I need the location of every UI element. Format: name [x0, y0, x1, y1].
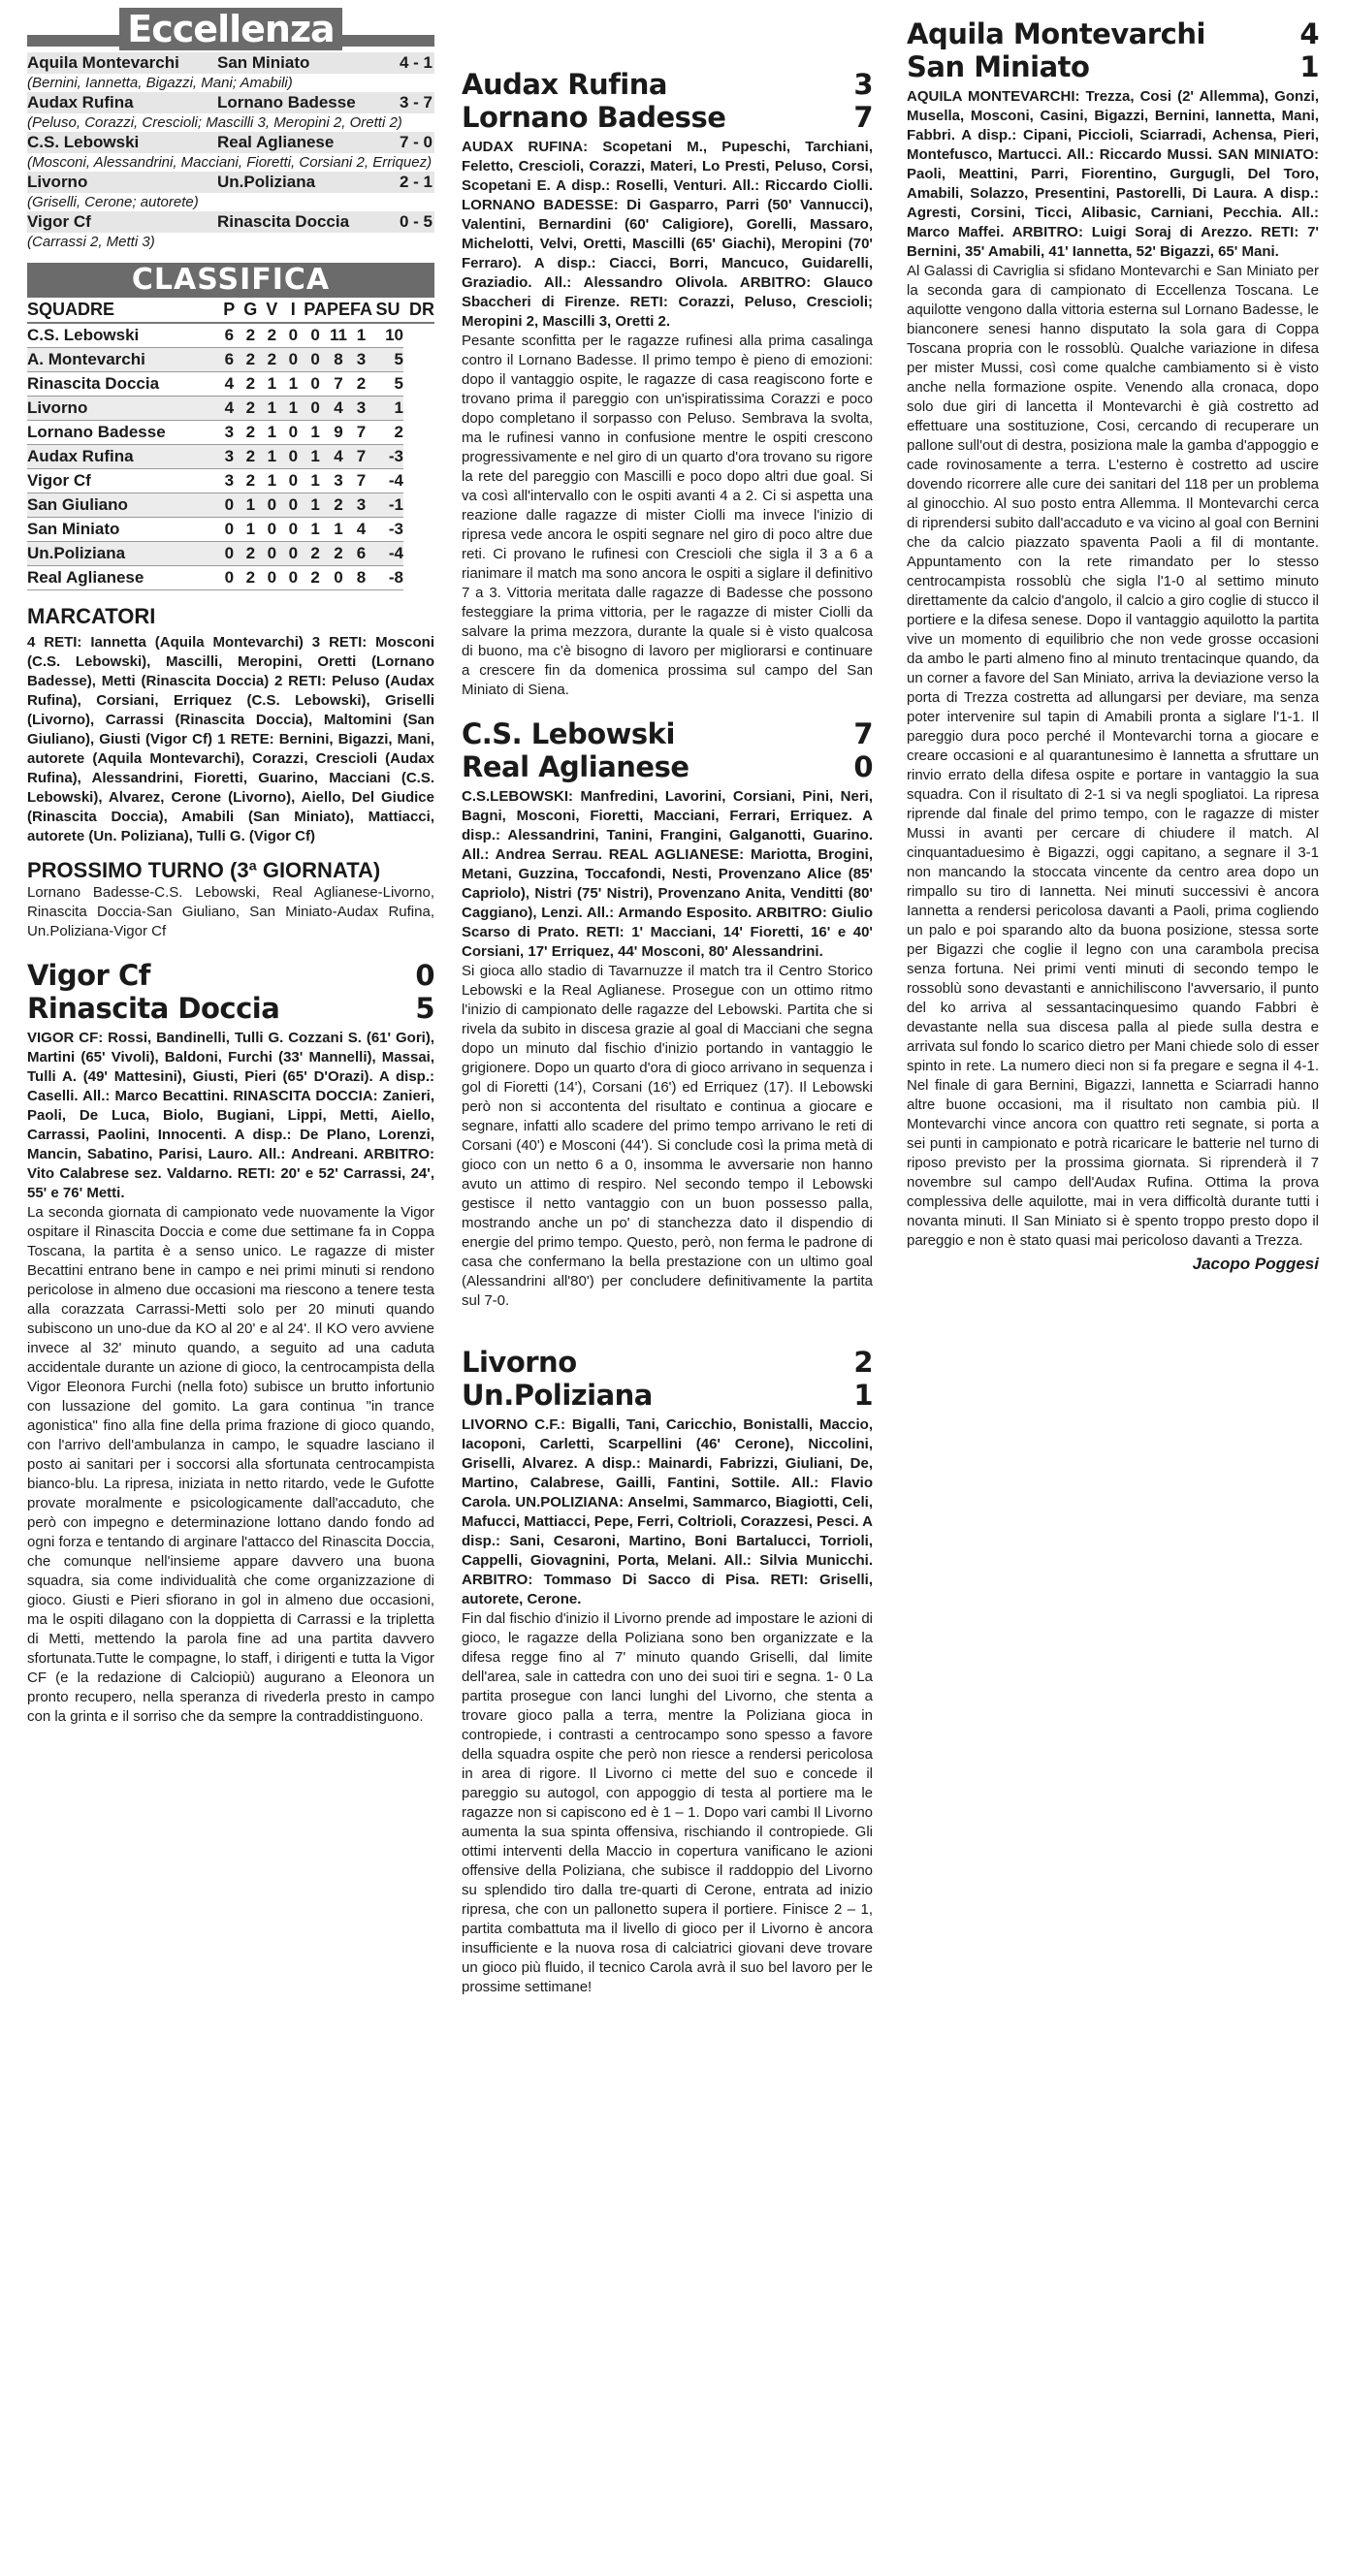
- stat-cell: -1: [372, 493, 403, 518]
- classifica-body: [27, 323, 434, 590]
- stat-cell: 0: [261, 566, 282, 590]
- stat-cell: 0: [304, 397, 327, 421]
- away-score: 7: [853, 101, 873, 134]
- match-aquila: [907, 17, 1319, 1274]
- match-away-row: [27, 992, 434, 1025]
- stat-cell: 9: [327, 421, 350, 445]
- stat-cell: 3: [218, 469, 240, 493]
- result-away: San Miniato: [217, 53, 310, 72]
- away-score: 1: [1299, 50, 1319, 83]
- result-row: [27, 132, 434, 153]
- stat-cell: 7: [350, 469, 372, 493]
- stat-cell: 2: [240, 348, 261, 372]
- marcatori-text: 4 RETI: Iannetta (Aquila Montevarchi) 3 RETI: Mosconi (C.S. Lebowski), Mascilli, Meropini, Oretti (Lornano Badesse), Metti (Rinascita Doccia) 2 RETI: Peluso (Audax Rufina), Corsiani, Erriquez (C.S. Lebowski), Griselli (Livorno), Carrassi (Rinascita Doccia), Maltomini (San Giuliano), Giusti (Vigor Cf) 1 RETE: Bernini, Bigazzi, Mani, autorete (Aquila Montevarchi), Corazzi, Crescioli (Audax Rufina), Alessandrini, Fioretti, Guarino, Macciani (C.S. Lebowski), Alvarez, Cerone (Livorno), Aiello, Del Giudice (Rinascita Doccia), Amabili (San Miniato), Mattiacci, autorete (Un. Poliziana), Tulli G. (Vigor Cf): [27, 634, 434, 844]
- article-body: Al Galassi di Cavriglia si sfidano Montevarchi e San Miniato per la seconda gara di campionato di Eccellenza Toscana. Le aquilotte vengono dalla vittoria esterna sul Lornano Badesse, le bianconere senesi hanno disputato la sola gara di Coppa Toscana propria con le rossoblù. Qualche variazione in difesa per mister Mussi, così come qualche cambiamento si è visto anche nella formazione ospite. Venendo alla cronaca, dopo solo due giri di lancetta il Montevarchi è già costretto ad effettuare una sostituzione, Cosi, cercando di recuperare un pallone sull'out di destra, posiziona male la gamba d'appoggio e cade rovinosamente a terra. L'esterno è costretto ad uscire dovendo ricorrere alle cure dei sanitari del 118 per un problema al ginocchio. Al suo posto entra Allemma. Il Montevarchi cerca di riprendersi subito dall'accaduto e va vicino al goal con Bernini che da calcio piazzato spaventa Paoli a fil di montante. Appuntamento con la rete rimandato per lo stesso centrocampista rossoblù che sigla l'1-0 al settimo minuto direttamente da calcio d'angolo, il calcio a giro coglie di stucco il portiere e la difesa senese. Dopo il vantaggio aquilotto la partita vive un momento di equilibrio che non vede grosse occasioni da ambo le parti almeno fino al minuto trentacinque quando, da un corner a favore del San Miniato, arriva la deviazione verso la porta di Trezza costretta ad allungarsi per deviare, ma senza poter intervenire sul tapin di Amabili pronta a siglare l'1-1. Il pareggio dura poco perché il Montevarchi torna a giocare e creare occasioni e al quarantunesimo è Iannetta a sfruttare un rinvio errato della difesa ospite e portare in vantaggio la sua squadra. Con il risultato di 2-1 si va negli spogliatoi. La ripresa riprende dal finale del primo tempo, con le ragazze di mister Mussi in avanti per cercare di chiudere il match. Al cinquantaduesimo è Bigazzi, oggi capitano, a segnare il 3-1 non mancando la stoccata vincente da centro area dopo un rimpallo su tiro di Iannetta. Nei minuti successivi è ancora Iannetta a rendersi pericolosa davanti a Paoli, prima cogliendo un palo e poi sparando alto da buona posizione, stessa sorte per Bigazzi che coglie il legno con una carambola precisa senza fortuna. Nei primi venti minuti di secondo tempo le rossoblù sono devastanti e annichiliscono l'avversario, il punto del ko arriva al sessantacinquesimo quando Fabbri è devastante nella sua discesa palla al piede sulla destra e arrivata sul fondo lo scarico dietro per Mani chiede solo di esser spinto in rete. La numero dieci non si fa pregare e segna il 4-1. Nel finale di gara Bernini, Bigazzi, Iannetta e Sciarradi hanno altre buone occasioni, ma il risultato non cambia più. Il Montevarchi vince ancora con quattro reti segnate, si porta a sei punti in campionato e potrà ricaricare le batterie nel turno di riposo previsto per la prossima giornata. Si riprenderà il 7 novembre sul campo dell'Audax Rufina. Ottima la prova complessiva delle aquilotte, mai in vera difficoltà durante tutti i novanta minuti. Il San Miniato si è spento troppo presto dopo il pareggio e non è stato quasi mai pericoloso davanti a Trezza.: [907, 263, 1319, 1249]
- result-score: 3 - 7: [399, 93, 433, 111]
- away-team: Rinascita Doccia: [27, 992, 280, 1025]
- result-home: Livorno: [27, 173, 88, 191]
- stat-cell: 2: [261, 323, 282, 348]
- lineups: LIVORNO C.F.: Bigalli, Tani, Caricchio, Bonistalli, Maccio, Iacoponi, Carletti, Scarpellini (46' Cerone), Niccolini, Griselli, Alvarez. A disp.: Mainardi, Fabrizzi, Giuliani, De, Martino, Calabrese, Gailli, Fantini, Sottile. All.: Flavio Carola. UN.POLIZIANA: Anselmi, Sammarco, Biagiotti, Celi, Mafucci, Mattiacci, Pepe, Ferri, Coltrioli, Corazzesi, Pesci. A disp.: Sani, Cesaroni, Martino, Boni Bartalucci, Torrioli, Cappelli, Giovagnini, Porta, Melani. All.: Silvia Municchi. ARBITRO: Tommaso Di Sacco di Pisa. RETI: Griselli, autorete, Cerone.: [462, 1416, 873, 1607]
- stat-cell: 0: [261, 518, 282, 542]
- classifica-header-cell: SU: [372, 298, 403, 323]
- lineups: AQUILA MONTEVARCHI: Trezza, Cosi (2' Allemma), Gonzi, Musella, Mosconi, Casini, Bigazzi, Bernini, Iannetta, Mani, Fabbri. A disp.: Cipani, Piccioli, Sciarradi, Achensa, Pieri, Montefusco, Martucci. All.: Riccardo Mussi. SAN MINIATO: Paoli, Meattini, Parri, Fiorentino, Gurgugli, Del Toro, Amabili, Solazzo, Presentini, Pastorelli, Di Laura. A disp.: Agresti, Corsini, Ticci, Alibasic, Carniani, Pecchia. All.: Marco Maffei. ARBITRO: Luigi Soraj di Arezzo. RETI: 7' Bernini, 35' Amabili, 41' Iannetta, 52' Bigazzi, 65' Mani.: [907, 88, 1319, 260]
- column-right: [907, 0, 1319, 1274]
- away-score: 1: [853, 1379, 873, 1412]
- home-team: Livorno: [462, 1346, 577, 1379]
- classifica-row: [27, 566, 434, 590]
- classifica-header-row: [27, 298, 434, 323]
- match-away-row: [462, 1379, 873, 1412]
- stat-cell: 2: [240, 469, 261, 493]
- match-home-row: [27, 959, 434, 992]
- classifica-row: [27, 323, 434, 348]
- stat-cell: 3: [350, 348, 372, 372]
- result-home: Vigor Cf: [27, 212, 91, 231]
- away-score: 5: [415, 992, 434, 1025]
- home-team: Aquila Montevarchi: [907, 17, 1205, 50]
- stat-cell: 2: [240, 566, 261, 590]
- stat-cell: 0: [282, 445, 304, 469]
- classifica-row: [27, 372, 434, 397]
- stat-cell: 2: [240, 372, 261, 397]
- article-body: Pesante sconfitta per le ragazze rufinesi alla prima casalinga contro il Lornano Badesse. Il primo tempo è pieno di emozioni: dopo il vantaggio ospite, le ragazze di casa reagiscono forte e trovano prima il pareggio con un'ispiratissima Corazzi e poco dopo completano il sorpasso con Peluso. Sembrava la svolta, ma le rufinesi vanno in confusione mentre le ospiti crescono progressivamente e nel giro di un quarto d'ora trovano su rigore la rete del pareggio con Mascilli e poco dopo altri due goal. Si va così all'intervallo con le ospiti avanti 4 a 2. Ci si aspetta una reazione dalle ragazze di mister Ciolli ma invece l'inizio di ripresa vede ancora le ospiti segnare nel giro di poco altre due reti. Ci provano le rufinesi con Crescioli che sigla il 3 a 6 a rianimare il match ma sono ancora le ospiti a siglare il definitivo 7 a 3. Vittoria meritata dalle ragazze di Badesse che possono festeggiare la prima vittoria, per le ragazze di mister Ciolli da salvare la prima mezzora, durante la quale si è visto qualcosa di buono, ma c'è bisogno di lavoro per migliorarsi e continuare a crescere fin da domenica prossima sul campo del San Miniato di Siena.: [462, 333, 873, 698]
- match-audax: [462, 68, 873, 700]
- team-name: Livorno: [27, 397, 218, 421]
- article-body: La seconda giornata di campionato vede nuovamente la Vigor ospitare il Rinascita Doccia e come due settimane fa in Coppa Toscana, la partita è a senso unico. Le ragazze di mister Becattini entrano bene in campo e nei primi minuti si rendono pericolose in almeno due occasioni ma riescono a tenere testa alla corazzata Carrassi-Metti solo per 20 minuti quando subiscono un uno-due da KO al 20' e al 24'. Il KO vero avviene invece al 32' minuto quando, a seguito ad una caduta accidentale durante un azione di gioco, la centrocampista della Vigor Eleonora Furchi (nella foto) subisce un brutto infortunio con lussazione del gomito. La gara continua "in trance agonistica" fino alla fine della prima frazione di gioco quando, con l'arrivo dell'ambulanza in campo, le squadre lasciano il posto ai sanitari per i soccorsi alla sfortunata centrocampista bianco-blu. La ripresa, iniziata in netto ritardo, vede le Gufotte provate moralmente e psicologicamente dall'accaduto, che però con impegno e determinazione lottano dando fondo ad ogni forza e tentando di arginare l'attacco del Rinascita Doccia, che comunque nell'insieme appare davvero una buona squadra, sia come individualità che come organizzazione di gioco. Giusti e Pieri sfiorano in gol in almeno due occasioni, ma le ospiti dilagano con la doppietta di Carrassi e la tripletta di Metti, mettendo la parola fine ad una partita davvero sfortunata.Tutte le compagne, lo staff, i dirigenti e tutta la Vigor CF (e la redazione di Calciopiù) augurano a Eleonora un pronto recupero, nella speranza di rivederla presto in campo con la grinta e il sorriso che da sempre la contraddistinguono.: [27, 1204, 434, 1725]
- stat-cell: 2: [304, 566, 327, 590]
- marcatori-title: MARCATORI: [27, 604, 156, 628]
- home-score: 3: [853, 68, 873, 101]
- stat-cell: 3: [327, 469, 350, 493]
- stat-cell: 0: [304, 372, 327, 397]
- stat-cell: 0: [282, 469, 304, 493]
- stat-cell: 7: [327, 372, 350, 397]
- home-team: Audax Rufina: [462, 68, 667, 101]
- stat-cell: 6: [218, 323, 240, 348]
- stat-cell: 0: [261, 542, 282, 566]
- stat-cell: 4: [327, 445, 350, 469]
- stat-cell: 0: [218, 493, 240, 518]
- stat-cell: 4: [218, 372, 240, 397]
- stat-cell: 0: [282, 348, 304, 372]
- stat-cell: 1: [240, 518, 261, 542]
- stat-cell: 1: [304, 469, 327, 493]
- match-vigor: [27, 959, 434, 1727]
- stat-cell: 7: [350, 421, 372, 445]
- classifica-row: [27, 445, 434, 469]
- result-scorers: (Carrassi 2, Metti 3): [27, 234, 155, 250]
- stat-cell: 2: [240, 323, 261, 348]
- stat-cell: 4: [350, 518, 372, 542]
- stat-cell: 3: [218, 421, 240, 445]
- stat-cell: 8: [327, 348, 350, 372]
- author-signature: Jacopo Poggesi: [1192, 1255, 1319, 1273]
- result-score: 7 - 0: [399, 133, 433, 151]
- stat-cell: 4: [327, 397, 350, 421]
- stat-cell: 1: [282, 397, 304, 421]
- match-home-row: [462, 717, 873, 750]
- stat-cell: 2: [261, 348, 282, 372]
- team-name: Audax Rufina: [27, 445, 218, 469]
- result-row: [27, 172, 434, 193]
- article-body: Fin dal fischio d'inizio il Livorno prende ad impostare le azioni di gioco, le ragazze della Poliziana sono ben organizzate e la difesa regge fino al 7' minuto quando Griselli, dal limite dell'area, sale in cattedra con uno dei suoi tiri e segna. 1- 0 La partita prosegue con lanci lunghi del Livorno, che stenta a trovare gioco palla a terra, mentre la Poliziana gioca in contropiede, i contrasti a centrocampo sono spesso a favore della squadra ospite che però non riesce a rendersi pericolosa in area di rigore. Il Livorno ci mette del suo e concede il pareggio su autogol, con appoggio di testa al portiere ma le ragazze non si capiscono ed è 1 – 1. Dopo vari cambi Il Livorno aumenta la sua spinta offensiva, rischiando il contropiede. Gli ottimi interventi della Maccio in copertura vanificano le azioni offensive della Poliziana, che subisce il raddoppio del Livorno su splendido tiro dalla tre-quarti di Cerone, entrata ad inizio ripresa, che con un pallonetto supera il portiere. Finisce 2 – 1, partita combattuta ma il livello di gioco per il Livorno è ancora insufficiente e la nuova rosa di calciatrici giovani deve trovare un gioco più fluido, il tecnico Carola avrà il suo bel lavoro per le prossime settimane!: [462, 1610, 873, 1995]
- stat-cell: 3: [350, 397, 372, 421]
- classifica-row: [27, 493, 434, 518]
- classifica-header-cell: G: [240, 298, 261, 323]
- stat-cell: 0: [282, 493, 304, 518]
- lineups: AUDAX RUFINA: Scopetani M., Pupeschi, Tarchiani, Feletto, Crescioli, Corazzi, Materi, Lo Presti, Peluso, Corsi, Scopetani E. A disp.: Roselli, Venturi. All.: Riccardo Ciolli. LORNANO BADESSE: Di Gasparro, Parri (50' Vannucci), Valentini, Bernardini (60' Caligiore), Gorelli, Massaro, Michelotti, Velvi, Oretti, Mascilli (65' Giachi), Meropini (70' Ferraro). A disp.: Ciacci, Borri, Mancuco, Guidarelli, Graziadio. All.: Alessandro Olivola. ARBITRO: Glauco Sbaccheri di Firenze. RETI: Corazzi, Peluso, Crescioli; Meropini 2, Mascilli 3, Oretti 2.: [462, 139, 873, 330]
- section-title: [27, 10, 434, 48]
- stat-cell: 1: [304, 421, 327, 445]
- stat-cell: 6: [350, 542, 372, 566]
- stat-cell: 1: [304, 518, 327, 542]
- stat-cell: 1: [327, 518, 350, 542]
- team-name: A. Montevarchi: [27, 348, 218, 372]
- prossimo-title: PROSSIMO TURNO (3ª GIORNATA): [27, 858, 381, 882]
- match-livorno: [462, 1346, 873, 1997]
- stat-cell: 2: [327, 493, 350, 518]
- stat-cell: 0: [218, 518, 240, 542]
- match-away-row: [907, 50, 1319, 83]
- away-score: 0: [853, 750, 873, 783]
- stat-cell: 10: [372, 323, 403, 348]
- stat-cell: -8: [372, 566, 403, 590]
- classifica-row: [27, 348, 434, 372]
- home-score: 4: [1299, 17, 1319, 50]
- section-title-text: Eccellenza: [119, 8, 341, 50]
- result-scorers: (Griselli, Cerone; autorete): [27, 194, 199, 210]
- result-scorers: (Peluso, Corazzi, Crescioli; Mascilli 3, Meropini 2, Oretti 2): [27, 114, 402, 131]
- stat-cell: 2: [240, 445, 261, 469]
- match-lebowski: [462, 717, 873, 1311]
- result-home: Aquila Montevarchi: [27, 53, 179, 72]
- classifica-header-cell: V: [261, 298, 282, 323]
- classifica-title: CLASSIFICA: [27, 263, 434, 298]
- stat-cell: -3: [372, 518, 403, 542]
- team-name: San Miniato: [27, 518, 218, 542]
- result-scorers: (Mosconi, Alessandrini, Macciani, Fioretti, Corsiani 2, Erriquez): [27, 154, 433, 171]
- classifica-table: [27, 298, 434, 590]
- stat-cell: 0: [261, 493, 282, 518]
- result-scorers: (Bernini, Iannetta, Bigazzi, Mani; Amabili): [27, 75, 293, 91]
- column-middle: [462, 0, 873, 1997]
- result-score: 0 - 5: [399, 212, 433, 231]
- classifica-header-cell: P: [218, 298, 240, 323]
- match-home-row: [462, 1346, 873, 1379]
- match-away-row: [462, 750, 873, 783]
- classifica-header-cell: SQUADRE: [27, 298, 218, 323]
- home-score: 7: [853, 717, 873, 750]
- classifica-row: [27, 421, 434, 445]
- stat-cell: 2: [240, 421, 261, 445]
- classifica-row: [27, 518, 434, 542]
- stat-cell: 5: [372, 348, 403, 372]
- home-team: C.S. Lebowski: [462, 717, 675, 750]
- stat-cell: 0: [282, 421, 304, 445]
- stat-cell: 0: [282, 542, 304, 566]
- away-team: Un.Poliziana: [462, 1379, 653, 1412]
- team-name: Rinascita Doccia: [27, 372, 218, 397]
- stat-cell: 0: [218, 542, 240, 566]
- home-score: 0: [415, 959, 434, 992]
- stat-cell: 0: [282, 566, 304, 590]
- result-row: [27, 211, 434, 233]
- home-team: Vigor Cf: [27, 959, 150, 992]
- stat-cell: 0: [304, 323, 327, 348]
- stat-cell: 1: [261, 469, 282, 493]
- home-score: 2: [853, 1346, 873, 1379]
- stat-cell: 0: [304, 348, 327, 372]
- stat-cell: -3: [372, 445, 403, 469]
- stat-cell: 0: [327, 566, 350, 590]
- stat-cell: 2: [372, 421, 403, 445]
- team-name: C.S. Lebowski: [27, 323, 218, 348]
- team-name: Vigor Cf: [27, 469, 218, 493]
- stat-cell: 1: [282, 372, 304, 397]
- result-away: Lornano Badesse: [217, 93, 356, 111]
- stat-cell: 1: [261, 372, 282, 397]
- result-away: Rinascita Doccia: [217, 212, 350, 231]
- stat-cell: 1: [304, 445, 327, 469]
- classifica-header-cell: PE: [327, 298, 350, 323]
- stat-cell: 2: [240, 542, 261, 566]
- match-away-row: [462, 101, 873, 134]
- results-list: [27, 52, 434, 251]
- team-name: Lornano Badesse: [27, 421, 218, 445]
- stat-cell: 1: [261, 397, 282, 421]
- stat-cell: 2: [304, 542, 327, 566]
- result-row: [27, 52, 434, 74]
- stat-cell: 1: [240, 493, 261, 518]
- article-body: Si gioca allo stadio di Tavarnuzze il match tra il Centro Storico Lebowski e la Real Aglianese. Prosegue con un ottimo ritmo l'inizio di campionato delle ragazze del Lebowski. Partita che si rivela da subito in discesa grazie al goal di Macciani che segna dopo un minuto dal fischio d'inizio portando in vantaggio le grigionere. Dopo un quarto d'ora di gioco arrivano in sequenza i gol di Fioretti (14'), Corsani (16') ed Erriquez (17). Il Lebowski però non si accontenta del risultato e continua a giocare e segnare, infatti allo scadere del primo tempo arrivano le reti di Corsani (40') e Mosconi (44'). Si conclude così la prima metà di gioco con un netto 6 a 0, insomma le avversarie non hanno avuto un attimo di respiro. Nel secondo tempo il Lebowski gestisce il netto vantaggio con un buon possesso palla, mostrando anche un po' di stanchezza dato il dispendio di energie del primo tempo. Questo, però, non ferma le padrone di casa che confermano la bella prestazione con un ultimo goal (Alessandrini all'80') per concludere definitivamente la partita sul 7-0.: [462, 963, 873, 1309]
- stat-cell: 1: [350, 323, 372, 348]
- stat-cell: 6: [218, 348, 240, 372]
- stat-cell: 5: [372, 372, 403, 397]
- team-name: San Giuliano: [27, 493, 218, 518]
- away-team: San Miniato: [907, 50, 1090, 83]
- stat-cell: 0: [282, 518, 304, 542]
- result-score: 4 - 1: [399, 53, 433, 72]
- team-name: Un.Poliziana: [27, 542, 218, 566]
- stat-cell: 2: [327, 542, 350, 566]
- result-away: Un.Poliziana: [217, 173, 316, 191]
- stat-cell: 1: [304, 493, 327, 518]
- stat-cell: 7: [350, 445, 372, 469]
- prossimo-text: Lornano Badesse-C.S. Lebowski, Real Aglianese-Livorno, Rinascita Doccia-San Giuliano, San Miniato-Audax Rufina, Un.Poliziana-Vigor Cf: [27, 884, 434, 939]
- stat-cell: 0: [282, 323, 304, 348]
- stat-cell: 2: [240, 397, 261, 421]
- result-away: Real Aglianese: [217, 133, 335, 151]
- match-home-row: [907, 17, 1319, 50]
- stat-cell: 2: [350, 372, 372, 397]
- stat-cell: 0: [218, 566, 240, 590]
- result-home: Audax Rufina: [27, 93, 134, 111]
- classifica-header-cell: PA: [304, 298, 327, 323]
- team-name: Real Aglianese: [27, 566, 218, 590]
- classifica-header-cell: FA: [350, 298, 372, 323]
- classifica-header-cell: DR: [403, 298, 434, 323]
- section-header: [27, 10, 434, 48]
- stat-cell: 8: [350, 566, 372, 590]
- stat-cell: 1: [261, 445, 282, 469]
- classifica-row: [27, 542, 434, 566]
- stat-cell: 11: [327, 323, 350, 348]
- result-home: C.S. Lebowski: [27, 133, 140, 151]
- away-team: Lornano Badesse: [462, 101, 726, 134]
- stat-cell: -4: [372, 469, 403, 493]
- lineups: VIGOR CF: Rossi, Bandinelli, Tulli G. Cozzani S. (61' Gori), Martini (65' Vivoli), Baldoni, Furchi (33' Mannelli), Massai, Tulli A. (49' Mattesini), Giusti, Pieri (65' D'Orazi). A disp.: Caselli. All.: Marco Becattini. RINASCITA DOCCIA: Zanieri, Paoli, De Luca, Biolo, Bugiani, Lippi, Metti, Aiello, Carrassi, Paolini, Innocenti. A disp.: De Plano, Lorenzi, Mancin, Sabatino, Parisi, Lauro. All.: Andreani. ARBITRO: Vito Calabrese sez. Valdarno. RETI: 20' e 52' Carrassi, 24', 55' e 76' Metti.: [27, 1030, 434, 1201]
- match-home-row: [462, 68, 873, 101]
- stat-cell: 1: [372, 397, 403, 421]
- stat-cell: -4: [372, 542, 403, 566]
- stat-cell: 4: [218, 397, 240, 421]
- stat-cell: 3: [218, 445, 240, 469]
- result-row: [27, 92, 434, 113]
- classifica-header-cell: I: [282, 298, 304, 323]
- stat-cell: 1: [261, 421, 282, 445]
- result-score: 2 - 1: [399, 173, 433, 191]
- away-team: Real Aglianese: [462, 750, 689, 783]
- classifica-row: [27, 469, 434, 493]
- lineups: C.S.LEBOWSKI: Manfredini, Lavorini, Corsiani, Pini, Neri, Bagni, Mosconi, Fioretti, Macciani, Ferrari, Erriquez. A disp.: Alessandrini, Tanini, Frangini, Galganotti, Guarino. All.: Andrea Serrau. REAL AGLIANESE: Mariotta, Brogini, Metani, Guzzina, Toccafondi, Nesti, Provenzano Alice (85' Capriolo), Nistri (75' Nistri), Provenzano Anita, Venditti (80' Caggiano), Lenzi. All.: Armando Esposito. ARBITRO: Giulio Scarso di Prato. RETI: 1' Macciani, 14' Fioretti, 16' e 40' Corsiani, 17' Erriquez, 44' Mosconi, 80' Alessandrini.: [462, 788, 873, 960]
- stat-cell: 3: [350, 493, 372, 518]
- column-left: [27, 0, 434, 1727]
- classifica-row: [27, 397, 434, 421]
